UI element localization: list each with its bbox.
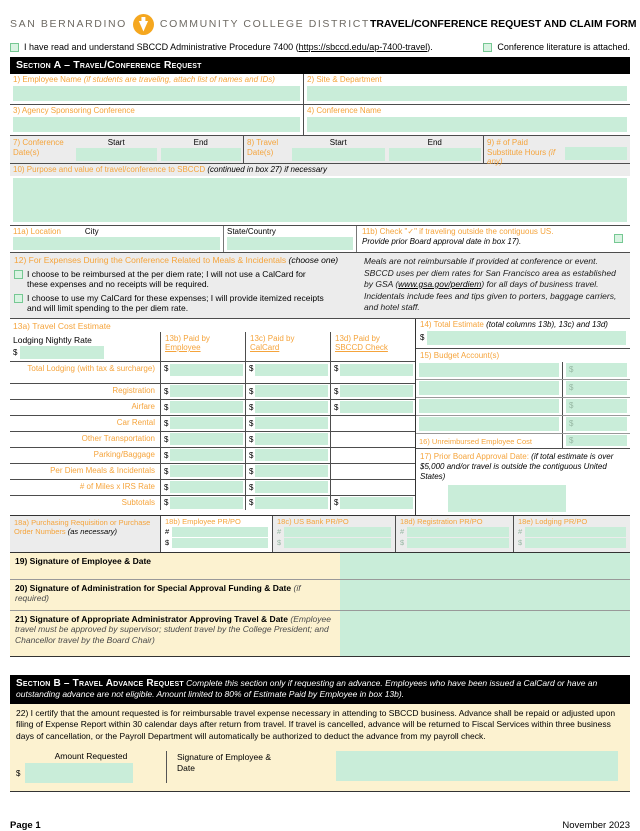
us-bank-prpo-number-input[interactable]	[284, 527, 391, 537]
amount-requested-input[interactable]	[25, 763, 133, 783]
meals-options	[10, 255, 358, 314]
currency-symbol: $	[249, 450, 254, 460]
travel-start-input[interactable]	[292, 148, 385, 161]
currency-symbol: $	[249, 363, 254, 373]
employee-prpo-label: 18b) Employee PR/PO	[165, 516, 241, 526]
currency-symbol: $	[569, 401, 574, 410]
car-rental-employee-input[interactable]	[170, 417, 243, 429]
cost-row-lodging: Total Lodging (with tax & surcharge) $ $ $	[10, 361, 415, 383]
procedure-acknowledged-label: I have read and understand SBCCD Administrative Procedure 7400 (https://sbccd.edu/ap-7400-travel).	[24, 42, 433, 52]
currency-symbol: $	[164, 434, 169, 444]
city-input[interactable]	[13, 237, 220, 250]
currency-symbol: $	[164, 498, 169, 507]
row-agency-conference	[10, 105, 630, 136]
empty-cell	[330, 480, 415, 495]
state-country-input[interactable]	[227, 237, 353, 250]
box-11b-outside-us	[357, 226, 630, 252]
budget-account-row	[416, 416, 630, 434]
agency-label: 3) Agency Sponsoring Conference	[13, 106, 135, 115]
cost-table-title: 13a) Travel Cost Estimate	[13, 320, 111, 331]
employee-signature-field[interactable]	[340, 553, 630, 579]
registration-calcard-input[interactable]	[255, 385, 328, 397]
box-1-employee-name	[10, 74, 304, 104]
cost-row-subtotals: Subtotals $ $ $	[10, 495, 415, 510]
purpose-note: (continued in box 27) if necessary	[207, 165, 327, 174]
state-country-label: State/Country	[227, 227, 276, 236]
travel-form-page	[10, 0, 637, 831]
currency-symbol: $	[334, 363, 339, 373]
box-8-travel-dates	[243, 136, 483, 163]
form-header	[10, 10, 637, 38]
advance-signature-label: Signature of Employee & Date	[166, 751, 331, 783]
employee-name-input[interactable]	[13, 86, 300, 101]
cost-row-registration: Registration $ $ $	[10, 383, 415, 399]
currency-symbol: $	[569, 383, 574, 392]
advance-amount-row	[16, 751, 624, 783]
budget-account-row	[416, 362, 630, 380]
currency-symbol: $	[164, 402, 169, 412]
travel-end-input[interactable]	[389, 148, 482, 161]
administrator-approval-signature-label: 21) Signature of Appropriate Administrator Approving Travel & Date (Employee travel must be approved by supervisor; student travel by the College President; and Chancellor travel by the Board Chair)	[10, 611, 340, 656]
substitute-hours-label: 9) # of Paid Substitute Hours	[487, 138, 549, 157]
cost-row-parking: Parking/Baggage $ $	[10, 447, 415, 463]
lodging-prpo-number-input[interactable]	[525, 527, 626, 537]
outside-us-note: Provide prior Board approval date in box 17).	[362, 237, 522, 246]
parking-employee-input[interactable]	[170, 449, 243, 461]
column-header-calcard: 13c) Paid by CalCard	[245, 332, 330, 361]
currency-symbol: $	[249, 402, 254, 412]
calcard-option-label: I choose to use my CalCard for these expenses; I will provide itemized receipts and will limit spending to the per diem rate.	[27, 292, 324, 313]
section-b-header	[10, 675, 630, 704]
signature-row-19	[10, 553, 630, 580]
section-a-title: Section A – Travel/Conference Request	[16, 59, 202, 71]
currency-symbol: $	[277, 538, 282, 547]
lodging-check-input[interactable]	[340, 364, 413, 376]
conference-end-label: End	[193, 138, 208, 147]
currency-symbol: $	[569, 419, 574, 428]
travel-start-label: Start	[329, 138, 347, 147]
total-estimate-label: 14) Total Estimate	[420, 319, 487, 329]
section-b-subtitle: Complete this section only if requesting an advance. Employees who have been issued a CalCard or have an outstanding advance are not eligible. Amount limited to 80% of Estimate Paid by Employee in box 13b).	[16, 677, 598, 699]
currency-symbol: $	[13, 347, 18, 357]
currency-symbol: $	[164, 386, 169, 396]
signature-row-21	[10, 611, 630, 657]
currency-symbol: $	[164, 363, 169, 373]
conference-end-input[interactable]	[161, 148, 242, 161]
box-18a-po-numbers	[10, 516, 160, 552]
currency-symbol: $	[16, 768, 21, 778]
row-employee-site	[10, 74, 630, 105]
box-3-agency	[10, 105, 304, 135]
employee-name-label: 1) Employee Name	[13, 75, 84, 84]
lodging-rate-cell	[10, 332, 160, 361]
currency-symbol: $	[334, 402, 339, 412]
lodging-prpo-amount-input[interactable]	[525, 538, 626, 548]
currency-symbol: $	[334, 386, 339, 396]
outside-us-checkbox[interactable]	[614, 234, 623, 243]
budget-account-row	[416, 380, 630, 398]
subtotal-calcard-input[interactable]	[255, 497, 328, 509]
cost-row-car-rental: Car Rental $ $	[10, 415, 415, 431]
form-title: TRAVEL/CONFERENCE REQUEST AND CLAIM FORM	[369, 18, 637, 30]
other-transportation-calcard-input[interactable]	[255, 433, 328, 445]
cost-table-header	[10, 332, 415, 361]
calcard-option-checkbox[interactable]	[14, 294, 23, 303]
empty-cell	[330, 464, 415, 479]
estimate-panel	[415, 319, 630, 515]
travel-end-label: End	[427, 138, 442, 147]
city-label: City	[84, 227, 99, 236]
currency-symbol: $	[164, 418, 169, 428]
unreimbursed-label: 16) Unreimbursed Employee Cost	[419, 436, 532, 446]
budget-amount-input[interactable]	[566, 417, 627, 431]
site-department-label: 2) Site & Department	[307, 75, 382, 84]
po-numbers-note: (as necessary)	[67, 527, 117, 536]
section-a-header	[10, 57, 630, 74]
box-18b-employee-prpo	[160, 516, 272, 552]
budget-accounts-label: 15) Budget Account(s)	[420, 350, 500, 360]
lodging-prpo-label: 18e) Lodging PR/PO	[518, 516, 588, 526]
unreimbursed-input[interactable]	[566, 435, 627, 446]
purpose-label: 10) Purpose and value of travel/conference to SBCCD	[13, 165, 208, 174]
box-7-conference-dates	[10, 136, 243, 163]
registration-prpo-amount-input[interactable]	[407, 538, 509, 548]
box-18e-lodging-prpo	[513, 516, 630, 552]
box-18d-registration-prpo	[395, 516, 513, 552]
currency-symbol: $	[165, 538, 170, 547]
substitute-hours-note: (if any)	[487, 147, 556, 166]
currency-symbol: $	[249, 418, 254, 428]
total-estimate-input[interactable]	[427, 331, 626, 345]
cost-row-airfare: Airfare $ $ $	[10, 399, 415, 415]
airfare-employee-input[interactable]	[170, 401, 243, 413]
section-spacer	[10, 657, 630, 675]
registration-prpo-label: 18d) Registration PR/PO	[400, 516, 483, 526]
currency-symbol: $	[569, 435, 574, 445]
substitute-hours-input[interactable]	[565, 147, 627, 160]
box-2-site-department	[304, 74, 630, 104]
acknowledgement-row	[10, 42, 630, 52]
meals-note: (choose one)	[288, 255, 339, 265]
currency-symbol: $	[249, 482, 254, 492]
board-approval-label: 17) Prior Board Approval Date:	[420, 451, 532, 461]
budget-account-input[interactable]	[419, 381, 559, 395]
row-dates	[10, 136, 630, 164]
number-symbol: #	[400, 527, 405, 536]
number-symbol: #	[518, 527, 523, 536]
currency-symbol: $	[249, 434, 254, 444]
signature-row-20	[10, 580, 630, 611]
conference-name-input[interactable]	[307, 117, 627, 132]
employee-prpo-amount-input[interactable]	[172, 538, 268, 548]
administrator-approval-signature-field[interactable]	[340, 611, 630, 656]
car-rental-calcard-input[interactable]	[255, 417, 328, 429]
site-department-input[interactable]	[307, 86, 627, 101]
box-9-substitute-hours	[483, 136, 630, 166]
other-transportation-employee-input[interactable]	[170, 433, 243, 445]
conference-literature-checkbox[interactable]	[483, 43, 492, 52]
box-18c-us-bank-prpo	[272, 516, 395, 552]
parking-calcard-input[interactable]	[255, 449, 328, 461]
currency-symbol: $	[518, 538, 523, 547]
mileage-calcard-input[interactable]	[255, 481, 328, 493]
conference-literature-label: Conference literature is attached.	[497, 42, 630, 52]
location-label: 11a) Location	[13, 227, 61, 236]
conference-name-label: 4) Conference Name	[307, 106, 382, 115]
box-11a-city	[10, 226, 224, 252]
box-4-conference-name	[304, 105, 630, 135]
district-name-right: COMMUNITY COLLEGE DISTRICT	[159, 18, 370, 30]
row-location	[10, 226, 630, 253]
employee-signature-label: 19) Signature of Employee & Date	[10, 553, 340, 579]
currency-symbol: $	[420, 333, 425, 342]
admin-funding-signature-field[interactable]	[340, 580, 630, 610]
us-bank-prpo-label: 18c) US Bank PR/PO	[277, 516, 349, 526]
budget-amount-input[interactable]	[566, 399, 627, 413]
budget-account-input[interactable]	[419, 399, 559, 413]
budget-account-input[interactable]	[419, 417, 559, 431]
per-diem-employee-input[interactable]	[170, 465, 243, 477]
box-11a-state	[224, 226, 357, 252]
employee-name-note: (if students are traveling, attach list of names and IDs)	[83, 75, 275, 84]
agency-input[interactable]	[13, 117, 300, 132]
column-header-employee: 13b) Paid by Employee	[160, 332, 245, 361]
budget-amount-input[interactable]	[566, 381, 627, 395]
section-b-title: Section B – Travel Advance Request	[16, 677, 184, 689]
po-numbers-row	[10, 516, 630, 553]
gsa-perdiem-link[interactable]: www.gsa.gov/perdiem	[398, 279, 482, 289]
budget-account-input[interactable]	[419, 363, 559, 377]
district-name-left: SAN BERNARDINO	[10, 18, 127, 30]
page-footer	[10, 820, 630, 831]
advance-certification-text: 22) I certify that the amount requested is for reimbursable travel expense necessary in attending to SBCCD business. Advance shall be repaid or adjusted upon filing of Expense Report within 30 calendar days after return from travel. If travel is cancelled, advance will be returned to Fiscal Services within three business days of cancellation, or the Payroll Department will automatically be authorized to deduct the advance from my payroll check.	[16, 707, 616, 741]
lodging-employee-input[interactable]	[170, 364, 243, 376]
box-12-meals	[10, 253, 630, 319]
cost-estimate-section	[10, 319, 630, 516]
lodging-calcard-input[interactable]	[255, 364, 328, 376]
travel-dates-label: 8) Travel Date(s)	[247, 138, 279, 157]
us-bank-prpo-amount-input[interactable]	[284, 538, 391, 548]
currency-symbol: $	[249, 498, 254, 507]
budget-amount-input[interactable]	[566, 363, 627, 377]
lodging-rate-label: Lodging Nightly Rate	[13, 334, 92, 345]
employee-prpo-number-input[interactable]	[172, 527, 268, 537]
box-17-board-approval	[416, 449, 630, 515]
box-10-purpose	[10, 164, 630, 226]
number-symbol: #	[277, 527, 282, 536]
conference-dates-label: 7) Conference Date(s)	[13, 138, 64, 157]
cost-row-per-diem: Per Diem Meals & Incidentals $ $	[10, 463, 415, 479]
currency-symbol: $	[249, 466, 254, 476]
per-diem-option-checkbox[interactable]	[14, 270, 23, 279]
revision-date: November 2023	[562, 820, 630, 831]
currency-symbol: $	[164, 466, 169, 476]
empty-cell	[330, 432, 415, 447]
currency-symbol: $	[249, 386, 254, 396]
currency-symbol: $	[569, 365, 574, 374]
currency-symbol: $	[164, 450, 169, 460]
box-14-total-estimate	[416, 319, 630, 349]
per-diem-info: Meals are not reimbursable if provided at conference or event. SBCCD uses per diem rates for San Francisco area as established by GSA (www.gsa.gov/perdiem) for all days of business travel. Incidentals include fees and tips given to porters, baggage carriers, and hotel staff.	[364, 256, 617, 312]
registration-employee-input[interactable]	[170, 385, 243, 397]
calcard-option	[14, 293, 354, 314]
conference-start-label: Start	[107, 138, 125, 147]
number-symbol: #	[165, 527, 170, 536]
column-header-sbccd-check: 13d) Paid by SBCCD Check	[330, 332, 415, 361]
cost-row-mileage: # of Miles x IRS Rate $ $	[10, 479, 415, 495]
purpose-input[interactable]	[13, 178, 627, 222]
per-diem-option-label: I choose to be reimbursed at the per diem rate; I will not use a CalCard for these expenses and no receipts will be required.	[27, 268, 306, 289]
conference-start-input[interactable]	[76, 148, 157, 161]
procedure-acknowledged-checkbox[interactable]	[10, 43, 19, 52]
advance-signature-field[interactable]	[336, 751, 618, 781]
total-estimate-note: (total columns 13b), 13c) and 13d)	[486, 319, 608, 329]
box-22-advance-request	[10, 704, 630, 793]
box-16-unreimbursed	[416, 434, 630, 449]
cost-row-other-transportation: Other Transportation $ $	[10, 431, 415, 447]
currency-symbol: $	[334, 498, 339, 507]
budget-account-row	[416, 398, 630, 416]
board-approval-note: (if total estimate is over $5,000 and/or travel is outside the contiguous United States)	[420, 451, 614, 481]
subtotal-check-input[interactable]	[340, 497, 413, 509]
page-number: Page 1	[10, 820, 41, 831]
subtotal-employee-input[interactable]	[170, 497, 243, 509]
empty-cell	[330, 448, 415, 463]
mileage-employee-input[interactable]	[170, 481, 243, 493]
lodging-rate-input[interactable]	[20, 346, 104, 359]
airfare-calcard-input[interactable]	[255, 401, 328, 413]
per-diem-calcard-input[interactable]	[255, 465, 328, 477]
po-numbers-label: 18a) Purchasing Requisition or Purchase Order Numbers	[14, 517, 151, 536]
board-approval-date-input[interactable]	[448, 485, 566, 512]
meals-label: 12) For Expenses During the Conference Related to Meals & Incidentals	[14, 255, 289, 265]
amount-requested-cell	[16, 751, 166, 783]
ap-7400-link[interactable]: https://sbccd.edu/ap-7400-travel	[298, 42, 428, 52]
registration-check-input[interactable]	[340, 385, 413, 397]
currency-symbol: $	[164, 482, 169, 492]
currency-symbol: $	[400, 538, 405, 547]
district-logo-icon	[133, 14, 154, 35]
per-diem-option	[14, 269, 354, 290]
district-brand	[10, 14, 370, 35]
cost-table	[10, 319, 415, 515]
airfare-check-input[interactable]	[340, 401, 413, 413]
amount-requested-label: Amount Requested	[54, 751, 128, 761]
outside-us-label: 11b) Check "✓" if traveling outside the contiguous US.	[362, 227, 554, 236]
registration-prpo-number-input[interactable]	[407, 527, 509, 537]
admin-funding-signature-label: 20) Signature of Administration for Special Approval Funding & Date (if required)	[10, 580, 340, 610]
empty-cell	[330, 416, 415, 431]
